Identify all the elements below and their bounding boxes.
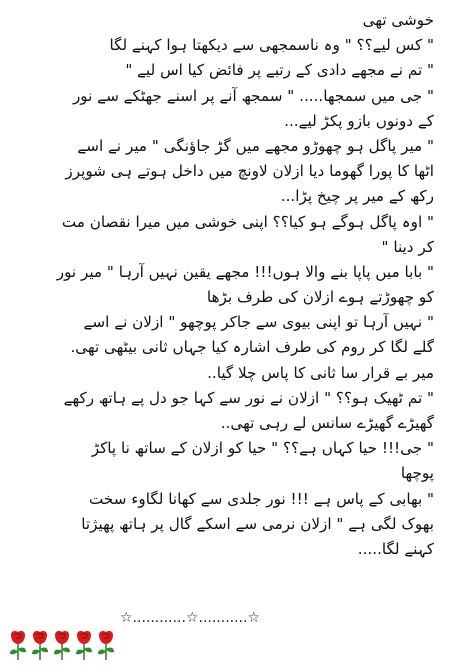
rose-icon xyxy=(52,629,72,661)
story-line: " جی!!! حیا کہاں ہے؟؟ " حیا کو ازلان کے ساتھ نا پاکڑ xyxy=(91,439,434,458)
story-line: رکھ کے میر پر چیخ پڑا... xyxy=(280,187,434,206)
story-line: کو چھوڑتے ہوے ازلان کی طرف بڑھا xyxy=(206,288,434,307)
rose-icon xyxy=(30,629,50,661)
story-line: میر بے قرار سا ثانی کا پاس چلا گیا.. xyxy=(207,363,434,382)
story-line: گلے لگا کر روم کی طرف اشارہ کیا جہاں ثانی بیٹھی تھی. xyxy=(70,338,434,357)
story-line: " کس لیے؟؟ " وہ ناسمجھی سے دیکھتا ہوا کہنے لگا xyxy=(109,36,434,55)
story-line: کر دینا " xyxy=(381,237,434,256)
rose-icon xyxy=(96,629,116,661)
story-line: " جی میں سمجھا..... " سمجھ آنے پر اسنے جھٹکے سے نور xyxy=(72,86,434,105)
story-text xyxy=(14,8,434,562)
story-line: " بھابی کے پاس ہے !!! نور جلدی سے کھانا لگاوء سخت xyxy=(89,489,434,508)
story-line: بھوک لگی ہے " ازلان نرمی سے اسکے گال پر ہاتھ پھیژتا xyxy=(81,514,434,533)
story-line: " تم ٹھیک ہو؟؟ " ازلان نے نور سے کہا جو دل پے ہاتھ رکھے xyxy=(63,388,434,407)
story-line: " تم نے مجھے دادی کے رتبے پر فائض کیا اس لیے " xyxy=(125,61,434,80)
story-line: اٹھا کا پورا گھوما دیا ازلان لاونچ میں داخل ہوتے ہی شوپرز xyxy=(65,162,434,181)
rose-icon xyxy=(8,629,28,661)
story-line: کہنے لگا..... xyxy=(357,539,434,558)
rose-icon xyxy=(74,629,94,661)
story-line: " نہیں آرہا تو اپنی بیوی سے جاکر پوچھو " ازلان نے اسے xyxy=(83,313,434,332)
story-line: پوچھا xyxy=(400,464,434,483)
story-line: کے دونوں بازو پکڑ لیے... xyxy=(284,111,434,130)
story-line: گھیڑے گھیڑے سانس لے رہی تھی.. xyxy=(220,414,434,432)
story-line: " بابا میں پاپا بنے والا ہوں!!! مجھے یقین نہیں آرہا " میر نور xyxy=(56,262,434,281)
story-line: " میر پاگل ہو چھوڑو مجھے میں گڑ جاؤنگی " میر نے اسے xyxy=(77,136,434,155)
rose-row xyxy=(8,629,116,661)
star-divider: ☆............☆...........☆ xyxy=(120,610,261,626)
story-line: خوشی تھی xyxy=(362,11,434,29)
story-line: " اوہ پاگل ہوگے ہو کیا؟؟ اپنی خوشی میں میرا نقصان مت xyxy=(61,212,434,231)
